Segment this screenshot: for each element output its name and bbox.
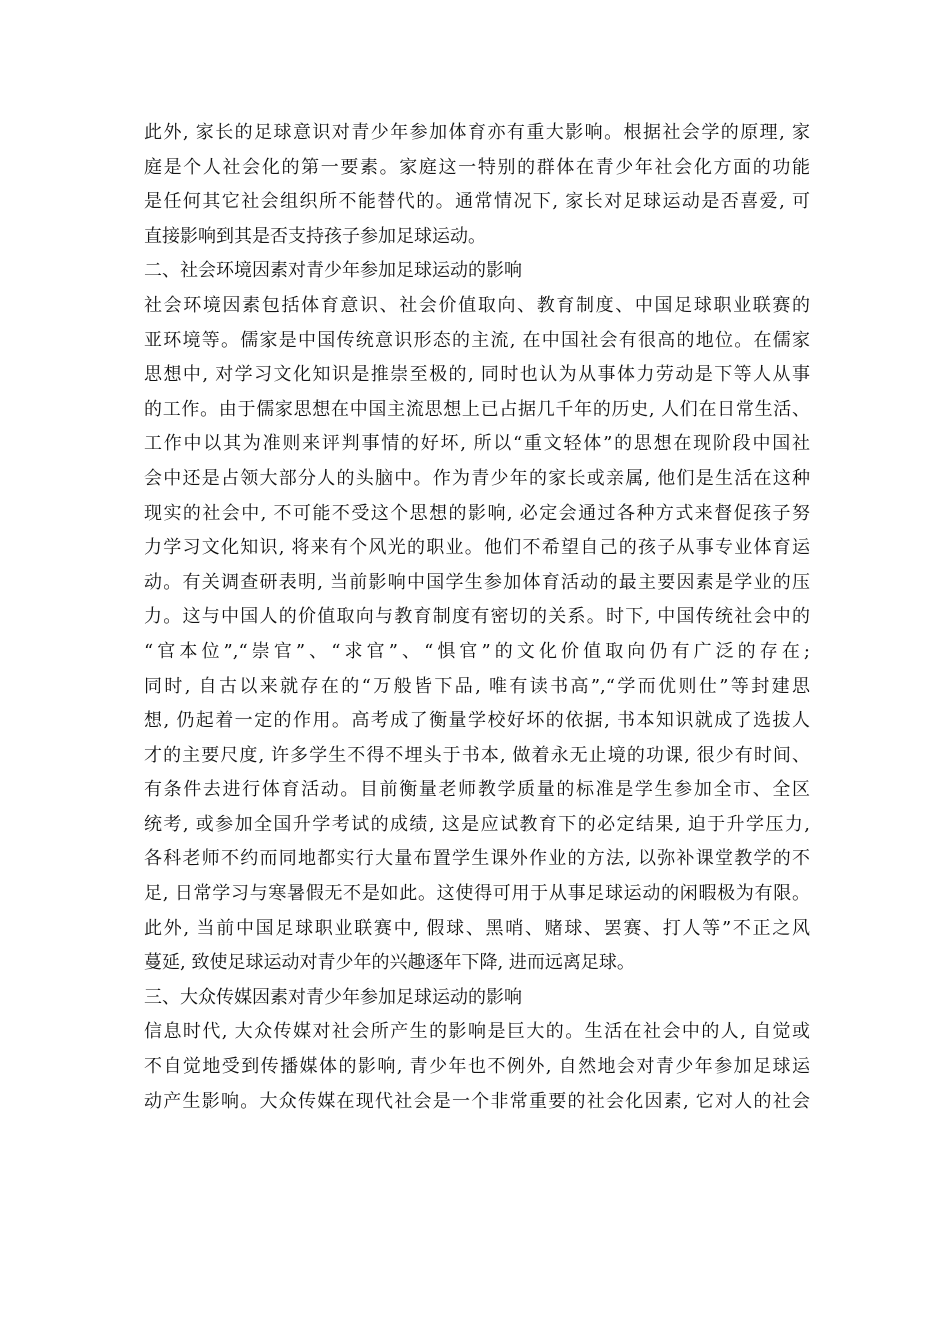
text-line: 信息时代, 大众传媒对社会所产生的影响是巨大的。生活在社会中的人, 自觉或: [144, 1021, 810, 1043]
text-line: 亚环境等。儒家是中国传统意识形态的主流, 在中国社会有很高的地位。在儒家: [144, 329, 810, 351]
text-line: 同时, 自古以来就存在的“万般皆下品, 唯有读书高”,“学而优则仕”等封建思: [144, 675, 810, 697]
text-line: 力学习文化知识, 将来有个风光的职业。他们不希望自己的孩子从事专业体育运: [144, 537, 810, 559]
text-line: 动产生影响。大众传媒在现代社会是一个非常重要的社会化因素, 它对人的社会: [144, 1090, 810, 1112]
text-line: 动。有关调查研表明, 当前影响中国学生参加体育活动的最主要因素是学业的压: [144, 571, 810, 593]
text-line: 会中还是占领大部分人的头脑中。作为青少年的家长或亲属, 他们是生活在这种: [144, 467, 810, 489]
text-line: 蔓延, 致使足球运动对青少年的兴趣逐年下降, 进而远离足球。: [144, 952, 635, 974]
text-line: 此外, 当前中国足球职业联赛中, 假球、黑哨、赌球、罢赛、打人等”不正之风: [144, 917, 810, 939]
text-line: 直接影响到其是否支持孩子参加足球运动。: [144, 225, 486, 247]
text-line: 的工作。由于儒家思想在中国主流思想上已占据几千年的历史, 人们在日常生活、: [144, 398, 810, 420]
text-line: 思想中, 对学习文化知识是推崇至极的, 同时也认为从事体力劳动是下等人从事: [144, 364, 810, 386]
section-heading: 三、大众传媒因素对青少年参加足球运动的影响: [144, 986, 522, 1008]
text-line: 现实的社会中, 不可能不受这个思想的影响, 必定会通过各种方式来督促孩子努: [144, 502, 810, 524]
text-line: 此外, 家长的足球意识对青少年参加体育亦有重大影响。根据社会学的原理, 家: [144, 122, 810, 143]
text-line: 是任何其它社会组织所不能替代的。通常情况下, 家长对足球运动是否喜爱, 可: [144, 191, 810, 213]
text-line: “官本位”,“崇官”、“求官”、“惧官”的文化价值取向仍有广泛的存在;: [144, 640, 810, 662]
text-line: 力。这与中国人的价值取向与教育制度有密切的关系。时下, 中国传统社会中的: [144, 606, 810, 628]
text-line: 统考, 或参加全国升学考试的成绩, 这是应试教育下的必定结果, 迫于升学压力,: [144, 813, 810, 835]
text-line: 才的主要尺度, 许多学生不得不埋头于书本, 做着永无止境的功课, 很少有时间、: [144, 744, 810, 766]
text-line: 工作中以其为准则来评判事情的好坏, 所以“重文轻体”的思想在现阶段中国社: [144, 433, 810, 455]
text-line: 想, 仍起着一定的作用。高考成了衡量学校好坏的依据, 书本知识就成了选拔人: [144, 710, 810, 732]
text-line: 各科老师不约而同地都实行大量布置学生课外作业的方法, 以弥补课堂教学的不: [144, 848, 810, 870]
text-line: 社会环境因素包括体育意识、社会价值取向、教育制度、中国足球职业联赛的: [144, 294, 810, 316]
section-heading: 二、社会环境因素对青少年参加足球运动的影响: [144, 260, 522, 282]
text-line: 有条件去进行体育活动。目前衡量老师教学质量的标准是学生参加全市、全区: [144, 779, 810, 801]
text-line: 不自觉地受到传播媒体的影响, 青少年也不例外, 自然地会对青少年参加足球运: [144, 1056, 810, 1078]
text-line: 庭是个人社会化的第一要素。家庭这一特别的群体在青少年社会化方面的功能: [144, 156, 810, 178]
body-text: [144, 116, 810, 1119]
text-line: 足, 日常学习与寒暑假无不是如此。这使得可用于从事足球运动的闲暇极为有限。: [144, 883, 810, 905]
